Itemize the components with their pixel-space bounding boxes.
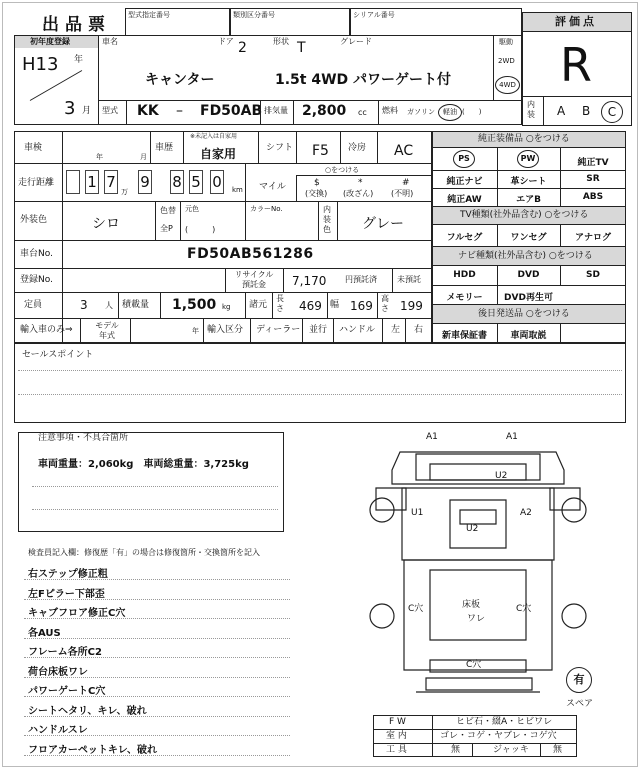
sales-point-label: セールスポイント bbox=[22, 350, 94, 360]
history-note: ※未記入は自家用 bbox=[190, 133, 238, 140]
summary-interior-label: 室 内 bbox=[386, 731, 407, 741]
color-all-label: 全P bbox=[160, 224, 173, 233]
tv-header: TV種類(社外品含む) ○をつける bbox=[460, 210, 589, 220]
model-year-label: モデル年式 bbox=[95, 321, 119, 340]
import-class-label: 輸入区分 bbox=[207, 325, 244, 335]
model-label: 型式 bbox=[102, 106, 118, 115]
navi-header: ナビ種類(社外品含む) ○をつける bbox=[458, 251, 593, 261]
history-value: 自家用 bbox=[200, 147, 237, 161]
equip-sr: SR bbox=[586, 174, 600, 184]
navi-dvd: DVD bbox=[517, 270, 540, 280]
page-frame bbox=[2, 2, 638, 767]
car-name: キャンター bbox=[145, 72, 215, 88]
mileage-digit: 8 bbox=[170, 170, 184, 194]
mileage-circle-note: ○をつける bbox=[325, 166, 360, 174]
later-header: 後日発送品 ○をつける bbox=[478, 309, 570, 319]
history-label: 車歴 bbox=[155, 143, 174, 153]
fuel-other: ( ) bbox=[462, 108, 482, 116]
first-reg-era: H13 bbox=[22, 54, 59, 75]
color-change-label: 色替 bbox=[160, 206, 176, 215]
interior-color-label: 内装色 bbox=[323, 205, 331, 234]
car-name-label: 車名 bbox=[102, 37, 118, 46]
type-number-label: 型式指定番号 bbox=[128, 11, 170, 19]
inspector-item: フレーム各所C2 bbox=[28, 647, 102, 658]
mileage-digit: 0 bbox=[210, 170, 224, 194]
orig-color-label: 元色 bbox=[185, 205, 199, 213]
diagram-c-hole-left: C穴 bbox=[408, 604, 424, 614]
mileage-digit: 1 bbox=[85, 170, 99, 194]
diagram-bed-label: 床板 bbox=[462, 600, 481, 610]
equip-aw: 純正AW bbox=[447, 195, 482, 205]
displacement-value: 2,800 bbox=[302, 103, 347, 119]
grade-field-label: グレード bbox=[340, 37, 372, 46]
dims-label: 諸元 bbox=[249, 300, 268, 310]
serial-number-label: シリアル番号 bbox=[353, 11, 395, 19]
mileage-opt-hash: # bbox=[402, 178, 410, 188]
shape-value: T bbox=[297, 40, 306, 56]
interior-grade-b: B bbox=[582, 104, 591, 118]
navi-hdd: HDD bbox=[453, 270, 476, 280]
shift-value: F5 bbox=[312, 143, 329, 159]
grade-score: R bbox=[560, 38, 592, 92]
summary-jack-label: ジャッキ bbox=[493, 745, 529, 755]
interior-grade-label: 内装 bbox=[527, 100, 535, 119]
diagram-u2-mid: U2 bbox=[466, 524, 479, 534]
mileage-km: km bbox=[232, 186, 243, 194]
model-prefix: KK bbox=[137, 103, 159, 119]
interior-grade-a: A bbox=[557, 104, 566, 118]
fuel-diesel-circled: 軽油 bbox=[438, 104, 462, 121]
model-value: FD50AB bbox=[200, 103, 263, 119]
equip-tv: 純正TV bbox=[577, 158, 609, 168]
inspection-month-unit: 月 bbox=[140, 153, 147, 161]
chassis-label: 車台No. bbox=[20, 249, 53, 259]
mileage-opt-tampered: (改ざん) bbox=[343, 189, 374, 198]
summary-tools-none: 無 bbox=[451, 745, 461, 755]
capacity-unit: 人 bbox=[105, 301, 113, 310]
form-title: 出品票 bbox=[42, 15, 111, 35]
handle-label: ハンドル bbox=[339, 325, 376, 335]
color-label: 外装色 bbox=[20, 215, 48, 225]
color-no-label: カラーNo. bbox=[250, 205, 283, 213]
inspection-year-unit: 年 bbox=[96, 153, 103, 161]
handle-right: 右 bbox=[414, 325, 424, 335]
height-value: 199 bbox=[400, 299, 423, 313]
import-parallel: 並行 bbox=[309, 325, 328, 335]
spare-circled: 有 bbox=[566, 667, 592, 693]
car-grade: 1.5t 4WD パワーゲート付 bbox=[275, 72, 452, 88]
door-count: 2 bbox=[238, 40, 247, 56]
capacity-label: 定員 bbox=[24, 300, 43, 310]
recycle-unit: 円預託済 bbox=[345, 275, 377, 284]
diagram-u2-top: U2 bbox=[495, 471, 508, 481]
chassis-value: FD50AB561286 bbox=[187, 246, 314, 262]
mileage-man: 万 bbox=[121, 188, 128, 196]
grade-label: 評価点 bbox=[555, 15, 597, 28]
mileage-digit: 9 bbox=[138, 170, 152, 194]
handle-left: 左 bbox=[391, 325, 401, 335]
ac-label: 冷房 bbox=[348, 143, 367, 153]
later-warranty: 新車保証書 bbox=[441, 331, 487, 341]
summary-tools-label: 工 具 bbox=[386, 745, 407, 755]
drive-label: 駆動 bbox=[499, 38, 513, 46]
diagram-a1-left: A1 bbox=[426, 432, 438, 442]
ac-value: AC bbox=[394, 143, 414, 159]
mileage-digit: 5 bbox=[189, 170, 203, 194]
inspector-header: 検査員記入欄：修復歴「有」の場合は修復箇所・交換箇所を記入 bbox=[28, 548, 260, 557]
color-value: シロ bbox=[92, 216, 120, 232]
equip-ps-circled: PS bbox=[453, 150, 475, 168]
notes-header: 注意事項・不具合箇所 bbox=[38, 433, 129, 443]
diagram-u1: U1 bbox=[411, 508, 424, 518]
model-dash: – bbox=[176, 103, 183, 119]
summary-interior-value: ゴレ・コゲ・ヤブレ・コゲ穴 bbox=[440, 731, 557, 741]
diagram-a2: A2 bbox=[520, 508, 532, 518]
recycle-label: リサイクル預託金 bbox=[234, 270, 274, 289]
inspector-item: シートヘタリ、キレ、破れ bbox=[28, 706, 147, 717]
equipment-header: 純正装備品 ○をつける bbox=[478, 134, 570, 144]
summary-fw-value: ヒビ石・綴A・ヒビワレ bbox=[456, 717, 553, 727]
fuel-gasoline: ガソリン bbox=[407, 108, 435, 116]
model-year-unit: 年 bbox=[192, 327, 199, 335]
mileage-opt-unknown: (不明) bbox=[391, 189, 414, 198]
recycle-status: 未預託 bbox=[397, 275, 421, 284]
tv-oneseg: ワンセグ bbox=[510, 233, 547, 243]
summary-jack-none: 無 bbox=[553, 745, 563, 755]
mileage-opt-star: * bbox=[358, 178, 363, 188]
mileage-opt-exchange: (交換) bbox=[305, 189, 328, 198]
later-manual: 車両取説 bbox=[510, 331, 547, 341]
first-reg-month: 3 bbox=[64, 98, 76, 119]
displacement-unit: cc bbox=[358, 108, 367, 117]
shift-label: シフト bbox=[266, 143, 294, 153]
import-label: 輸入車のみ⇒ bbox=[20, 325, 73, 335]
registration-label: 登録No. bbox=[20, 275, 53, 285]
mile-label: マイル bbox=[259, 182, 286, 192]
navi-sd: SD bbox=[586, 270, 600, 280]
equip-navi: 純正ナビ bbox=[446, 177, 483, 187]
diagram-c-hole-right: C穴 bbox=[516, 604, 532, 614]
height-label: 高さ bbox=[381, 294, 389, 313]
shape-label: 形状 bbox=[273, 37, 289, 46]
navi-dvd-play: DVD再生可 bbox=[504, 293, 553, 303]
length-value: 469 bbox=[299, 299, 322, 313]
inspection-label: 車検 bbox=[24, 143, 43, 153]
capacity-value: 3 bbox=[80, 298, 88, 312]
inspector-item: キャブフロア修正C穴 bbox=[28, 608, 126, 619]
mileage-opt-dollar: $ bbox=[314, 178, 320, 188]
first-reg-label: 初年度登録 bbox=[30, 37, 70, 46]
inspector-item: 各AUS bbox=[28, 628, 61, 639]
width-value: 169 bbox=[350, 299, 373, 313]
length-label: 長さ bbox=[276, 294, 284, 313]
load-unit: kg bbox=[222, 303, 231, 311]
load-label: 積載量 bbox=[122, 300, 150, 310]
width-label: 幅 bbox=[330, 300, 340, 310]
equip-leather: 革シート bbox=[510, 177, 547, 187]
recycle-value: 7,170 bbox=[292, 274, 327, 288]
drive-4wd-circled: 4WD bbox=[495, 76, 520, 94]
door-label: ドア bbox=[218, 37, 234, 46]
notes-weights: 車両重量：2,060kg 車両総重量：3,725kg bbox=[38, 459, 249, 470]
fuel-label: 燃料 bbox=[382, 106, 398, 115]
equip-pw-circled: PW bbox=[517, 150, 539, 168]
color-paren: ( ) bbox=[185, 225, 216, 234]
spare-label: スペア bbox=[566, 699, 594, 709]
inspector-item: 荷台床板ワレ bbox=[28, 667, 88, 678]
import-dealer: ディーラー bbox=[256, 325, 301, 335]
first-reg-year-unit: 年 bbox=[74, 55, 84, 65]
diagram-a1-right: A1 bbox=[506, 432, 518, 442]
interior-color-value: グレー bbox=[362, 216, 404, 232]
interior-grade-c-circled: C bbox=[601, 101, 623, 123]
mileage-label: 走行距離 bbox=[18, 178, 55, 188]
inspector-item: フロアカーペットキレ、破れ bbox=[28, 745, 157, 756]
inspector-item: 左Fピラー下部歪 bbox=[28, 589, 105, 600]
displacement-label: 排気量 bbox=[264, 106, 288, 115]
first-reg-month-unit: 月 bbox=[82, 106, 92, 116]
drive-2wd: 2WD bbox=[498, 57, 515, 65]
summary-fw-label: F W bbox=[389, 717, 406, 727]
mileage-digit: 7 bbox=[104, 170, 118, 194]
diagram-c-hole-rear: C穴 bbox=[466, 660, 482, 670]
equip-airbag: エアB bbox=[516, 195, 541, 205]
inspector-item: ハンドルスレ bbox=[28, 725, 88, 736]
navi-memory: メモリー bbox=[446, 293, 483, 303]
inspector-item: 右ステップ修正粗 bbox=[28, 569, 108, 580]
inspector-item: パワーゲートC穴 bbox=[28, 686, 106, 697]
class-number-label: 類別区分番号 bbox=[233, 11, 275, 19]
diagram-bed-crack: ワレ bbox=[467, 614, 486, 624]
load-value: 1,500 bbox=[172, 297, 217, 313]
tv-analog: アナログ bbox=[574, 233, 611, 243]
tv-fullseg: フルセグ bbox=[446, 233, 483, 243]
equip-abs: ABS bbox=[582, 192, 604, 202]
